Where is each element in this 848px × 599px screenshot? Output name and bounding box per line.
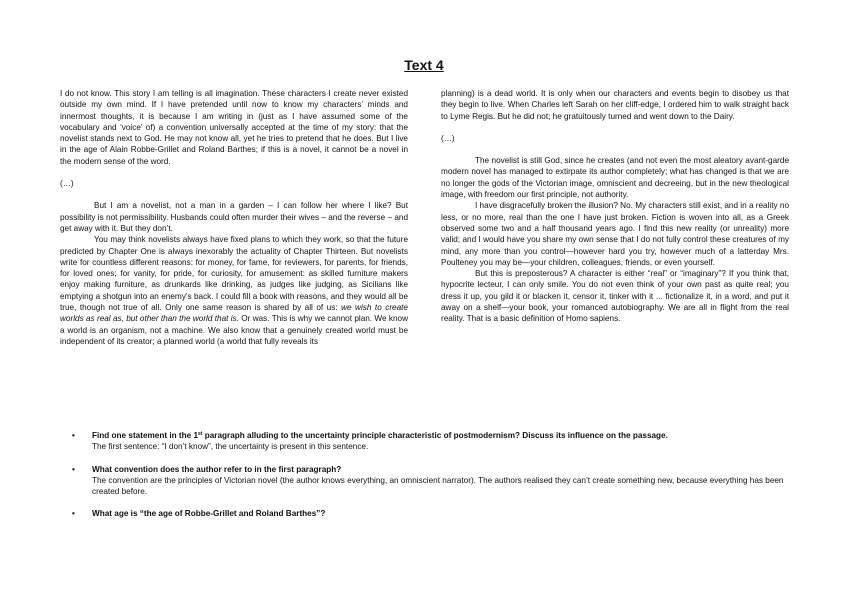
question-item-2 xyxy=(72,464,790,498)
right-ellipsis: (…) xyxy=(441,133,455,143)
right-paragraph-4: But this is preposterous? A character is either “real” or “imaginary”? If you think that, hypocrite lecteur, I can only smile. You do not even think of your own past as quite real; you dress it up, you gild it or blacken it, censor it, tinker with it ... fictionalize it, in a word, and put it away on a shelf—your book, your romanced autobiography. We are all in flight from the real reality. That is a basic definition of Homo sapiens. xyxy=(441,269,789,324)
answer-1: The first sentence: “I don’t know”, the uncertainty is present in this sentence. xyxy=(92,442,369,452)
questions-list xyxy=(72,430,790,531)
question-1 xyxy=(92,430,790,441)
right-paragraph-3: I have disgracefully broken the illusion? No. My characters still exist, and in a reality no less, or no more, real than the one I have just broken. Fiction is woven into all, as a Greek observed some two and a half thousand years ago. I find this new reality (or unreality) more valid; and I would have you share my own sense that I do not fully control these creatures of my mind, any more than you control—however hard you try, however much of a latterday Mrs. Poulteney you may be—your children, colleagues, friends, or even yourself. xyxy=(441,201,790,267)
left-paragraph-3-italic: we wish to create worlds as real as, but other than the world that is. xyxy=(60,303,408,324)
bullet-icon: • xyxy=(72,431,75,440)
question-item-3 xyxy=(72,508,790,519)
question-2: What convention does the author refer to in the first paragraph? xyxy=(92,464,342,474)
answer-2: The convention are the principles of Victorian novel (the author knows everything, an omniscient narrator). The authors realised they can’t create something new, because everything has been created before. xyxy=(92,475,784,497)
right-paragraph-2: The novelist is still God, since he creates (and not even the most aleatory avant-garde modern novel has managed to extirpate its author completely; what has changed is that we are no longer the gods of the Victorian image, omniscient and decreeing, but in the new theological image, with freedom our first principle, not authority. xyxy=(441,156,789,200)
left-paragraph-1: I do not know. This story I am telling is all imagination. These characters I create never existed outside my own mind. If I have pretended until now to know my characters’ minds and innermost thoughts, it is because I am writing in (just as I have assumed some of the vocabulary and ‘voice’ of) a convention universally accepted at the time of my story: that the novelist stands next to God. He may not know all, yet he tries to pretend that he does. But I live in the age of Alain Robbe-Grillet and Roland Barthes; if this is a novel, it cannot be a novel in the modern sense of the word. xyxy=(60,89,408,166)
left-ellipsis: (…) xyxy=(60,179,74,189)
question-item-1 xyxy=(72,430,790,453)
question-1-superscript: st xyxy=(198,431,203,437)
right-column xyxy=(441,88,789,325)
right-paragraph-1: planning) is a dead world. It is only when our characters and events begin to disobey us that they begin to live. When Charles left Sarah on her cliff-edge, I ordered him to walk straight back to Lyme Regis. But he did not; he gratuitously turned and went down to the Dairy. xyxy=(441,89,789,121)
question-1-part-2: paragraph alluding to the uncertainty principle characteristic of postmodernism? Discuss its influence on the passage. xyxy=(202,431,668,440)
left-column xyxy=(60,88,408,347)
left-paragraph-3 xyxy=(60,234,408,347)
left-paragraph-2: But I am a novelist, not a man in a garden – I can follow her where I like? But possibility is not permissibility. Husbands could often murder their wives – and the reverse – and get away with it. But they don’t. xyxy=(60,201,408,233)
question-3: What age is “the age of Robbe-Grillet and Roland Barthes”? xyxy=(92,509,326,519)
left-paragraph-3-end: Or was. This is why we cannot plan. We know a world is an organism, not a machine. We also know that a genuinely created world must be independent of its creator; a planned world (a world that fully reveals its xyxy=(60,314,408,346)
question-1-part-1: Find one statement in the 1 xyxy=(92,431,198,440)
page-title: Text 4 xyxy=(404,57,444,73)
bullet-icon: • xyxy=(72,464,75,474)
left-paragraph-3-start: You may think novelists always have fixed plans to which they work, so that the future predicted by Chapter One is always inexorably the actuality of Chapter Thirteen. But novelists write for countless different reasons: for money, for fame, for reviewers, for parents, for friends, for loved ones; for vanity, for pride, for curiosity, for amusement: as skilled furniture makers enjoy making furniture, as drunkards like drinking, as judges like judging, as Sicilians like emptying a shotgun into an enemy’s back. I could fill a book with reasons, and they would all be true, though not true of all. Only one same reason is shared by all of us: xyxy=(60,235,408,313)
bullet-icon: • xyxy=(72,509,75,519)
